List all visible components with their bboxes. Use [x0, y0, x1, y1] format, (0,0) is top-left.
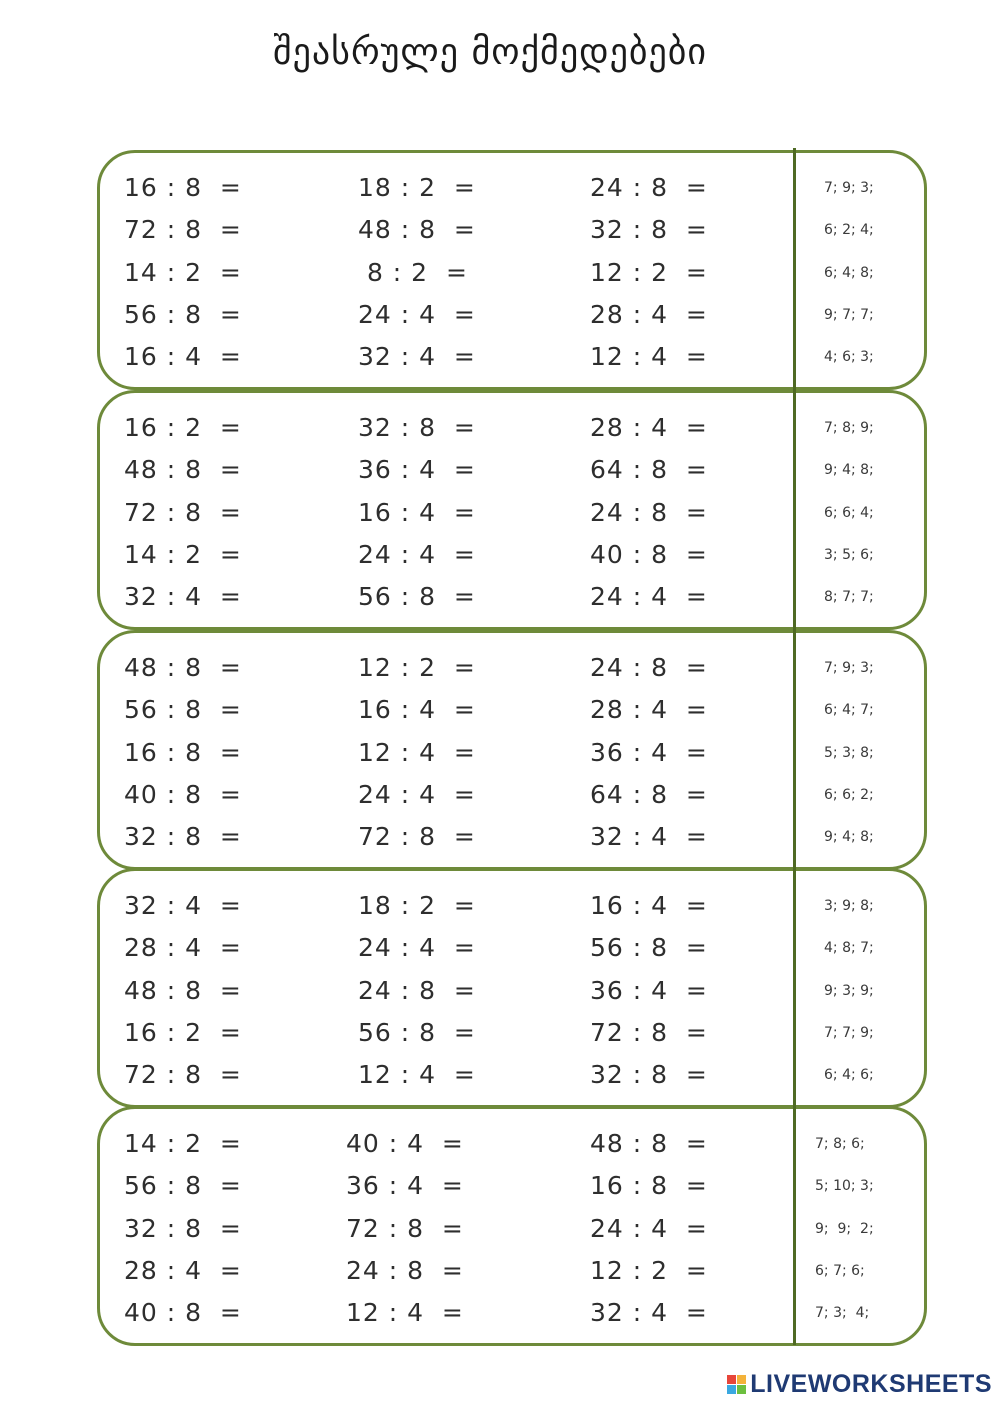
division-problem: 16 : 4 = [358, 695, 476, 725]
answer-options: 9; 3; 9; [824, 982, 874, 999]
division-problem: 14 : 2 = [124, 257, 242, 287]
answer-options: 4; 6; 3; [824, 349, 874, 366]
division-problem: 8 : 2 = [358, 257, 468, 287]
division-problem: 14 : 2 = [124, 1129, 242, 1158]
division-problem: 12 : 4 = [346, 1298, 464, 1328]
worksheet-title: შეასრულე მოქმედებები [272, 32, 708, 73]
exercise-row [100, 647, 874, 689]
division-problem: 16 : 2 = [124, 1017, 242, 1047]
answer-options: 5; 3; 8; [824, 744, 874, 761]
division-problem: 56 : 8 = [124, 299, 242, 329]
answer-options: 9; 4; 8; [824, 462, 874, 479]
exercise-row [100, 774, 874, 816]
answer-options: 3; 5; 6; [824, 546, 874, 563]
division-problem: 28 : 4 = [124, 1255, 242, 1285]
logo-square-4 [737, 1385, 746, 1394]
exercise-row [100, 576, 874, 618]
division-problem: 24 : 4 = [590, 1213, 708, 1243]
division-problem: 24 : 8 = [358, 975, 476, 1005]
answer-options: 7; 8; 9; [824, 420, 874, 436]
division-problem: 48 : 8 = [124, 455, 242, 485]
division-problem: 56 : 8 = [124, 695, 242, 725]
division-problem: 12 : 4 = [358, 737, 476, 767]
logo-square-3 [727, 1385, 736, 1394]
division-problem: 14 : 2 = [124, 539, 242, 569]
exercise-row [100, 492, 874, 534]
division-problem: 40 : 4 = [346, 1129, 464, 1158]
division-problem: 24 : 4 = [358, 299, 476, 329]
answer-options: 6; 4; 6; [824, 1067, 874, 1084]
division-problem: 16 : 8 = [124, 173, 242, 202]
division-problem: 40 : 8 = [590, 539, 708, 569]
answer-options: 6; 4; 7; [824, 702, 874, 719]
logo-square-2 [737, 1375, 746, 1384]
division-problem: 24 : 4 = [358, 539, 476, 569]
answer-options: 6; 4; 8; [824, 264, 874, 281]
exercise-row [100, 689, 874, 731]
division-problem: 36 : 4 = [590, 975, 708, 1005]
exercise-row [100, 534, 874, 576]
division-problem: 72 : 8 = [590, 1017, 708, 1047]
exercise-row [100, 1054, 874, 1096]
exercise-row [100, 167, 874, 209]
exercise-row [100, 885, 874, 927]
answer-options: 7; 7; 9; [824, 1024, 874, 1041]
division-problem: 32 : 8 = [590, 1060, 708, 1090]
liveworksheets-logo[interactable] [727, 1370, 992, 1399]
division-problem: 32 : 8 = [590, 215, 708, 245]
division-problem: 72 : 8 = [358, 822, 476, 852]
division-problem: 24 : 4 = [358, 933, 476, 963]
exercise-row [100, 1123, 865, 1165]
exercise-row [100, 294, 874, 336]
exercise-row [100, 1208, 874, 1250]
exercise-block [97, 868, 927, 1108]
exercise-row [100, 407, 874, 449]
division-problem: 24 : 8 = [346, 1255, 464, 1285]
division-problem: 56 : 8 = [358, 582, 476, 612]
division-problem: 40 : 8 = [124, 1298, 242, 1328]
division-problem: 48 : 8 = [590, 1129, 708, 1158]
exercise-row [100, 336, 874, 378]
division-problem: 56 : 8 = [124, 1171, 242, 1201]
division-problem: 28 : 4 = [590, 413, 708, 442]
division-problem: 16 : 8 = [124, 737, 242, 767]
exercise-row [100, 1250, 865, 1292]
answer-options: 7; 8; 6; [815, 1136, 865, 1152]
exercise-row [100, 209, 874, 251]
division-problem: 32 : 4 = [358, 342, 476, 372]
division-problem: 12 : 4 = [590, 342, 708, 372]
division-problem: 48 : 8 = [124, 653, 242, 682]
division-problem: 72 : 8 = [124, 1060, 242, 1090]
exercise-block [97, 390, 927, 630]
exercise-row [100, 927, 874, 969]
division-problem: 48 : 8 = [358, 215, 476, 245]
answer-options: 3; 9; 8; [824, 898, 874, 914]
division-problem: 28 : 4 = [124, 933, 242, 963]
answer-options: 4; 8; 7; [824, 940, 874, 957]
exercise-row [100, 732, 874, 774]
division-problem: 64 : 8 = [590, 779, 708, 809]
division-problem: 72 : 8 = [124, 215, 242, 245]
division-problem: 32 : 8 = [124, 1213, 242, 1243]
division-problem: 16 : 4 = [124, 342, 242, 372]
division-problem: 56 : 8 = [358, 1017, 476, 1047]
answer-options: 7; 9; 3; [824, 660, 874, 676]
answer-options: 6; 7; 6; [815, 1262, 865, 1279]
division-problem: 64 : 8 = [590, 455, 708, 485]
answer-options: 9; 4; 8; [824, 829, 874, 846]
exercise-block [97, 150, 927, 390]
exercise-row [100, 816, 874, 858]
division-problem: 36 : 4 = [358, 455, 476, 485]
division-problem: 36 : 4 = [346, 1171, 464, 1201]
division-problem: 32 : 4 = [124, 582, 242, 612]
exercise-row [100, 1012, 874, 1054]
answer-options: 6; 2; 4; [824, 222, 874, 239]
exercise-block [97, 630, 927, 870]
exercise-row [100, 449, 874, 491]
division-problem: 24 : 4 = [590, 582, 708, 612]
division-problem: 24 : 8 = [590, 497, 708, 527]
division-problem: 72 : 8 = [346, 1213, 464, 1243]
division-problem: 16 : 8 = [590, 1171, 708, 1201]
division-problem: 28 : 4 = [590, 695, 708, 725]
division-problem: 32 : 8 = [124, 822, 242, 852]
answers-divider [793, 148, 796, 1345]
division-problem: 40 : 8 = [124, 779, 242, 809]
exercise-row [100, 1165, 874, 1207]
division-problem: 16 : 4 = [590, 891, 708, 920]
division-problem: 18 : 2 = [358, 173, 476, 202]
division-problem: 36 : 4 = [590, 737, 708, 767]
exercise-row [100, 970, 874, 1012]
answer-options: 9; 7; 7; [824, 306, 874, 323]
division-problem: 18 : 2 = [358, 891, 476, 920]
division-problem: 12 : 4 = [358, 1060, 476, 1090]
division-problem: 32 : 4 = [124, 891, 242, 920]
division-problem: 16 : 2 = [124, 413, 242, 442]
answer-options: 7; 3; 4; [815, 1305, 870, 1322]
division-problem: 12 : 2 = [590, 257, 708, 287]
division-problem: 24 : 4 = [358, 779, 476, 809]
answer-options: 7; 9; 3; [824, 180, 874, 196]
division-problem: 32 : 8 = [358, 413, 476, 442]
answer-options: 8; 7; 7; [824, 589, 874, 606]
division-problem: 12 : 2 = [358, 653, 476, 682]
division-problem: 24 : 8 = [590, 653, 708, 682]
division-problem: 12 : 2 = [590, 1255, 708, 1285]
answer-options: 9; 9; 2; [815, 1220, 874, 1237]
answer-options: 6; 6; 2; [824, 786, 874, 803]
division-problem: 28 : 4 = [590, 299, 708, 329]
division-problem: 56 : 8 = [590, 933, 708, 963]
exercise-block [97, 1106, 927, 1346]
exercise-row [100, 1292, 870, 1334]
division-problem: 48 : 8 = [124, 975, 242, 1005]
division-problem: 72 : 8 = [124, 497, 242, 527]
answer-options: 6; 6; 4; [824, 504, 874, 521]
logo-icon [727, 1375, 746, 1394]
logo-square-1 [727, 1375, 736, 1384]
division-problem: 32 : 4 = [590, 822, 708, 852]
answer-options: 5; 10; 3; [815, 1178, 874, 1195]
division-problem: 16 : 4 = [358, 497, 476, 527]
exercise-row [100, 252, 874, 294]
division-problem: 24 : 8 = [590, 173, 708, 202]
division-problem: 32 : 4 = [590, 1298, 708, 1328]
logo-text: LIVEWORKSHEETS [750, 1370, 992, 1398]
